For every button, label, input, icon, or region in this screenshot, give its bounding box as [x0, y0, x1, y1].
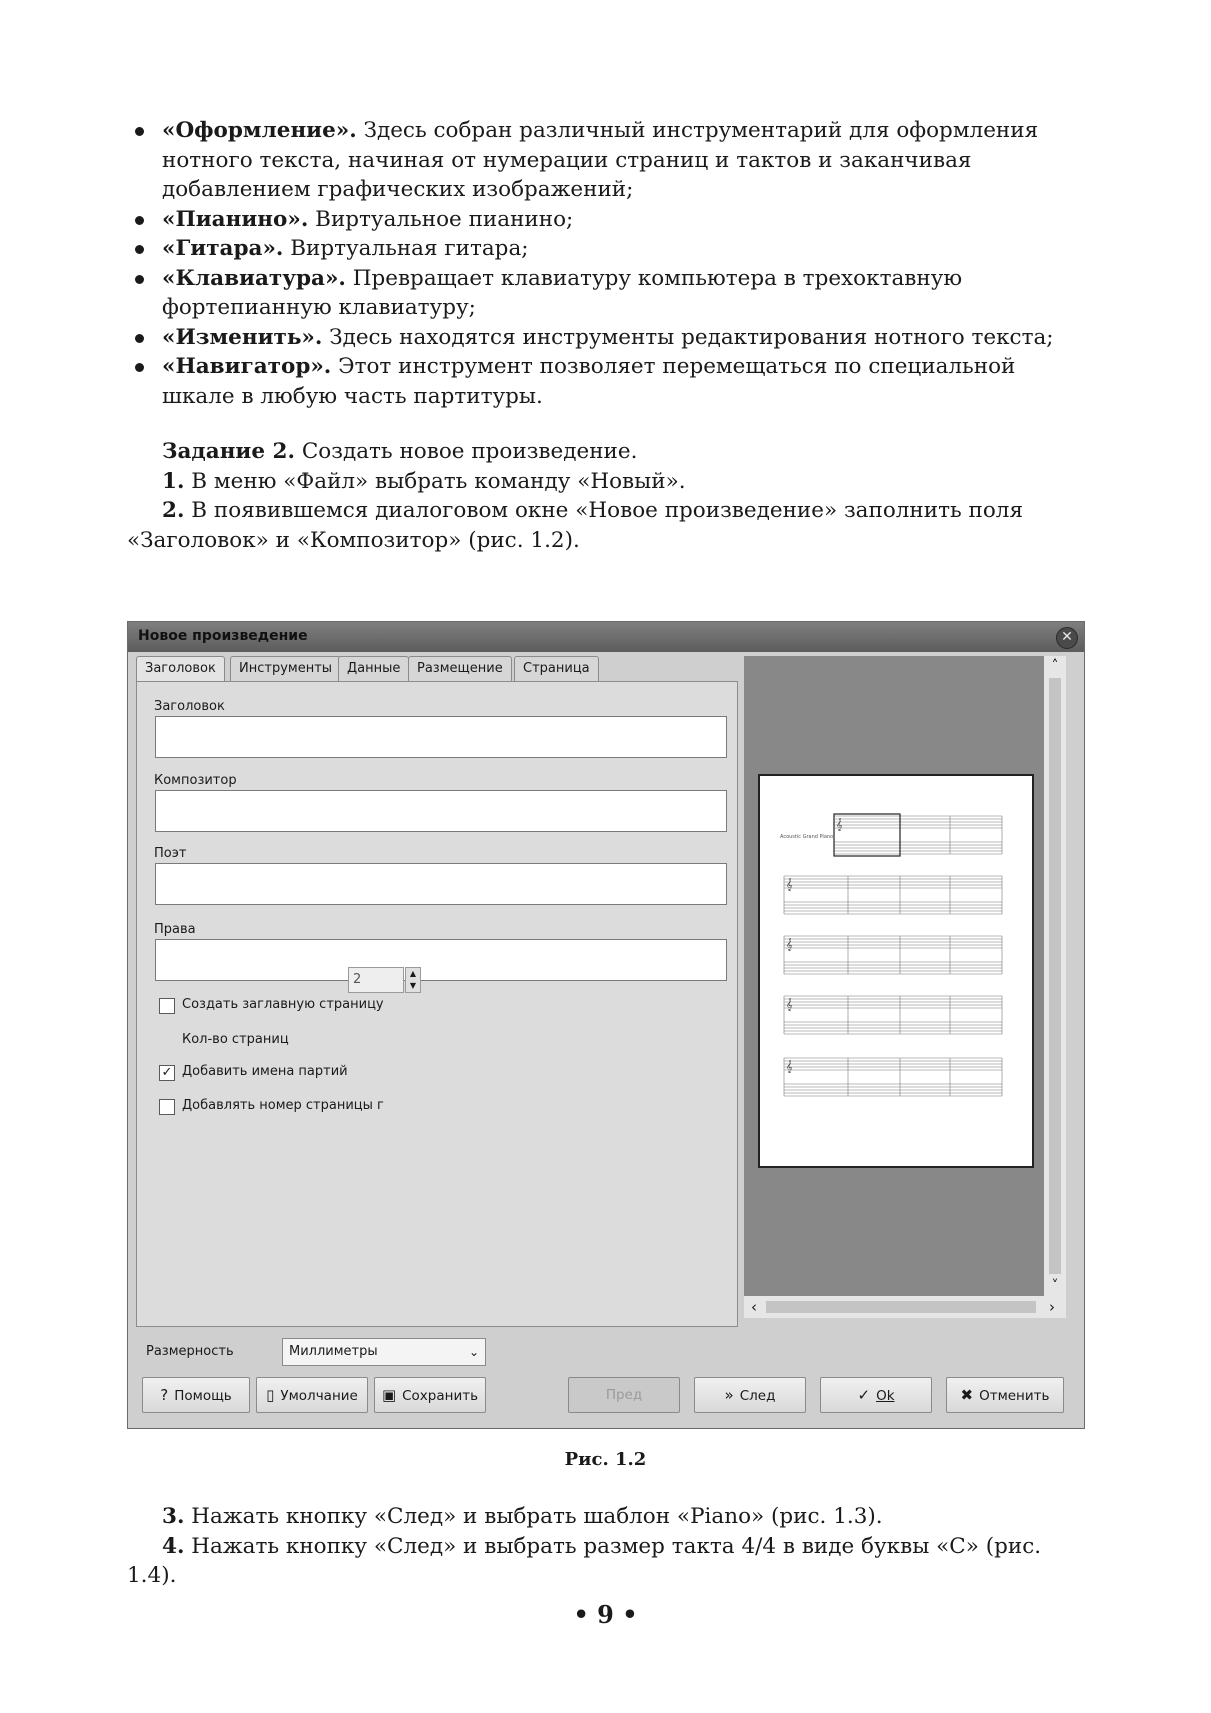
step-number: 1. — [162, 468, 185, 494]
chevron-down-icon[interactable]: ▼ — [409, 981, 417, 990]
default-button-label: Умолчание — [280, 1388, 358, 1404]
bullet-term: «Навигатор». — [162, 354, 332, 379]
units-select[interactable] — [282, 1338, 486, 1366]
step-number: 2. — [162, 498, 185, 523]
document-icon: ▯ — [266, 1386, 275, 1404]
staff-system — [784, 936, 1002, 974]
bullet-term: «Оформление». — [162, 118, 357, 143]
next-button-label: След — [739, 1388, 776, 1404]
default-button[interactable] — [256, 1377, 368, 1413]
save-button[interactable] — [374, 1377, 486, 1413]
pages-count-value[interactable]: 2 — [348, 967, 404, 993]
step-text: В появившемся диалоговом окне «Новое произведение» заполнить поля «Заголовок» и «Композитор» (рис. 1.2). — [127, 498, 1024, 553]
task-heading — [127, 437, 1085, 467]
poet-label: Поэт — [154, 846, 187, 861]
tab-instruments[interactable]: Инструменты — [230, 656, 341, 681]
treble-clef-icon: 𝄞 — [786, 1060, 793, 1073]
add-part-names-checkbox[interactable]: ✓ — [159, 1065, 175, 1081]
help-button-label: Помощь — [174, 1388, 232, 1404]
bullet-dot — [135, 275, 144, 284]
page-number: • 9 • — [573, 1600, 638, 1629]
list-item — [127, 205, 1085, 235]
bullet-dot — [135, 334, 144, 343]
chevron-up-icon[interactable]: ˄ — [1051, 658, 1059, 674]
title-tab-panel — [136, 681, 738, 1327]
staff-systems — [784, 814, 1002, 1096]
list-item — [127, 116, 1085, 205]
create-title-page-checkbox[interactable] — [159, 998, 175, 1014]
bullet-text: Виртуальное пианино; — [308, 206, 574, 232]
task-step-4 — [127, 1532, 1085, 1591]
task-step-1 — [127, 467, 1085, 497]
step-text: Нажать кнопку «След» и выбрать размер такта 4/4 в виде буквы «С» (рис. 1.4). — [127, 1533, 1042, 1588]
staff-system — [784, 996, 1002, 1034]
double-chevron-right-icon: » — [724, 1386, 734, 1404]
horizontal-scrollbar[interactable] — [744, 1296, 1066, 1318]
bullet-dot — [135, 127, 144, 136]
cancel-button-label: Отменить — [979, 1388, 1050, 1404]
step-text: Нажать кнопку «След» и выбрать шаблон «Piano» (рис. 1.3). — [184, 1504, 883, 1529]
ok-button-label: Ok — [876, 1388, 895, 1404]
dialog-title: Новое произведение — [138, 628, 308, 644]
figure-caption: Рис. 1.2 — [564, 1449, 647, 1470]
bullet-term: «Пианино». — [162, 206, 309, 232]
help-icon: ? — [160, 1386, 169, 1404]
bullet-text: Здесь находятся инструменты редактирования нотного текста; — [322, 324, 1054, 350]
list-item — [127, 234, 1085, 264]
rights-input[interactable] — [155, 939, 727, 981]
composer-input[interactable] — [155, 790, 727, 832]
preview-page — [758, 774, 1034, 1168]
tab-page[interactable]: Страница — [514, 656, 599, 681]
bullet-text: Виртуальная гитара; — [283, 236, 529, 261]
title-input[interactable] — [155, 716, 727, 758]
tab-data[interactable]: Данные — [338, 656, 409, 681]
close-icon: ✖ — [960, 1386, 974, 1404]
scroll-track[interactable] — [766, 1301, 1036, 1313]
task-heading-text: Создать новое произведение. — [295, 439, 638, 464]
units-label: Размерность — [146, 1344, 234, 1359]
staff-system — [784, 876, 1002, 914]
list-item — [127, 352, 1085, 411]
add-page-number-checkbox[interactable] — [159, 1099, 175, 1115]
stepper-arrows[interactable] — [405, 967, 421, 993]
task-block — [127, 437, 1085, 555]
list-item — [127, 323, 1085, 353]
units-value: Миллиметры — [289, 1344, 378, 1359]
treble-clef-icon: 𝄞 — [786, 998, 793, 1011]
cancel-button[interactable] — [946, 1377, 1064, 1413]
bullet-term: «Гитара». — [162, 236, 284, 261]
treble-clef-icon: 𝄞 — [786, 938, 793, 951]
chevron-left-icon[interactable]: ‹ — [751, 1298, 757, 1316]
selection-box — [834, 814, 900, 856]
staff-system — [834, 814, 1002, 856]
rights-label: Права — [154, 922, 196, 937]
page-preview — [744, 656, 1044, 1296]
preview-part-name: Acoustic Grand Piano — [780, 834, 834, 840]
task-heading-bold: Задание 2. — [162, 439, 295, 464]
tab-layout[interactable]: Размещение — [408, 656, 512, 681]
poet-input[interactable] — [155, 863, 727, 905]
bullet-text: Этот инструмент позволяет перемещаться по специальной шкале в любую часть партитуры. — [162, 354, 1016, 409]
title-label: Заголовок — [154, 699, 225, 714]
prev-button[interactable] — [568, 1377, 680, 1413]
pages-count-label: Кол-во страниц — [182, 1032, 289, 1047]
prev-button-label: Пред — [605, 1387, 643, 1403]
task-step-2 — [127, 496, 1085, 555]
save-button-label: Сохранить — [402, 1388, 479, 1404]
check-icon: ✓ — [857, 1386, 871, 1404]
step-number: 4. — [162, 1533, 185, 1559]
bullet-text: Превращает клавиатуру компьютера в трехоктавную фортепианную клавиатуру; — [162, 265, 963, 320]
bullet-dot — [135, 216, 144, 225]
bullet-text: Здесь собран различный инструментарий для оформления нотного текста, начиная от нумерации страниц и тактов и заканчивая добавлением графических изображений; — [162, 118, 1039, 202]
bullet-dot — [135, 245, 144, 254]
step-number: 3. — [162, 1504, 185, 1529]
bullet-dot — [135, 363, 144, 372]
next-button[interactable] — [694, 1377, 806, 1413]
vertical-scrollbar[interactable] — [1044, 656, 1066, 1296]
new-score-dialog — [127, 621, 1085, 1429]
feature-list — [127, 116, 1085, 411]
list-item — [127, 264, 1085, 323]
treble-clef-icon: 𝄞 — [786, 878, 793, 891]
bullet-term: «Изменить». — [162, 324, 323, 350]
chevron-down-icon[interactable]: ˅ — [1051, 1278, 1059, 1294]
score-thumbnail — [760, 776, 1032, 1166]
staff-system — [784, 1058, 1002, 1096]
task-step-3 — [127, 1502, 1085, 1532]
add-page-number-label: Добавлять номер страницы г — [182, 1098, 384, 1113]
save-icon: ▣ — [381, 1386, 397, 1404]
after-steps — [127, 1502, 1085, 1591]
scroll-track[interactable] — [1049, 678, 1061, 1274]
close-icon[interactable]: ✕ — [1056, 627, 1078, 649]
create-title-page-label: Создать заглавную страницу — [182, 997, 384, 1012]
chevron-up-icon[interactable]: ▲ — [409, 969, 417, 978]
dialog-titlebar — [128, 622, 1084, 652]
ok-button[interactable] — [820, 1377, 932, 1413]
step-text: В меню «Файл» выбрать команду «Новый». — [184, 468, 686, 494]
help-button[interactable] — [142, 1377, 250, 1413]
treble-clef-icon: 𝄞 — [836, 818, 843, 831]
tab-title[interactable]: Заголовок — [136, 656, 225, 683]
bullet-term: «Клавиатура». — [162, 265, 346, 291]
chevron-down-icon: ⌄ — [468, 1345, 479, 1359]
composer-label: Композитор — [154, 773, 237, 788]
chevron-right-icon[interactable]: › — [1049, 1298, 1055, 1316]
add-part-names-label: Добавить имена партий — [182, 1064, 348, 1079]
